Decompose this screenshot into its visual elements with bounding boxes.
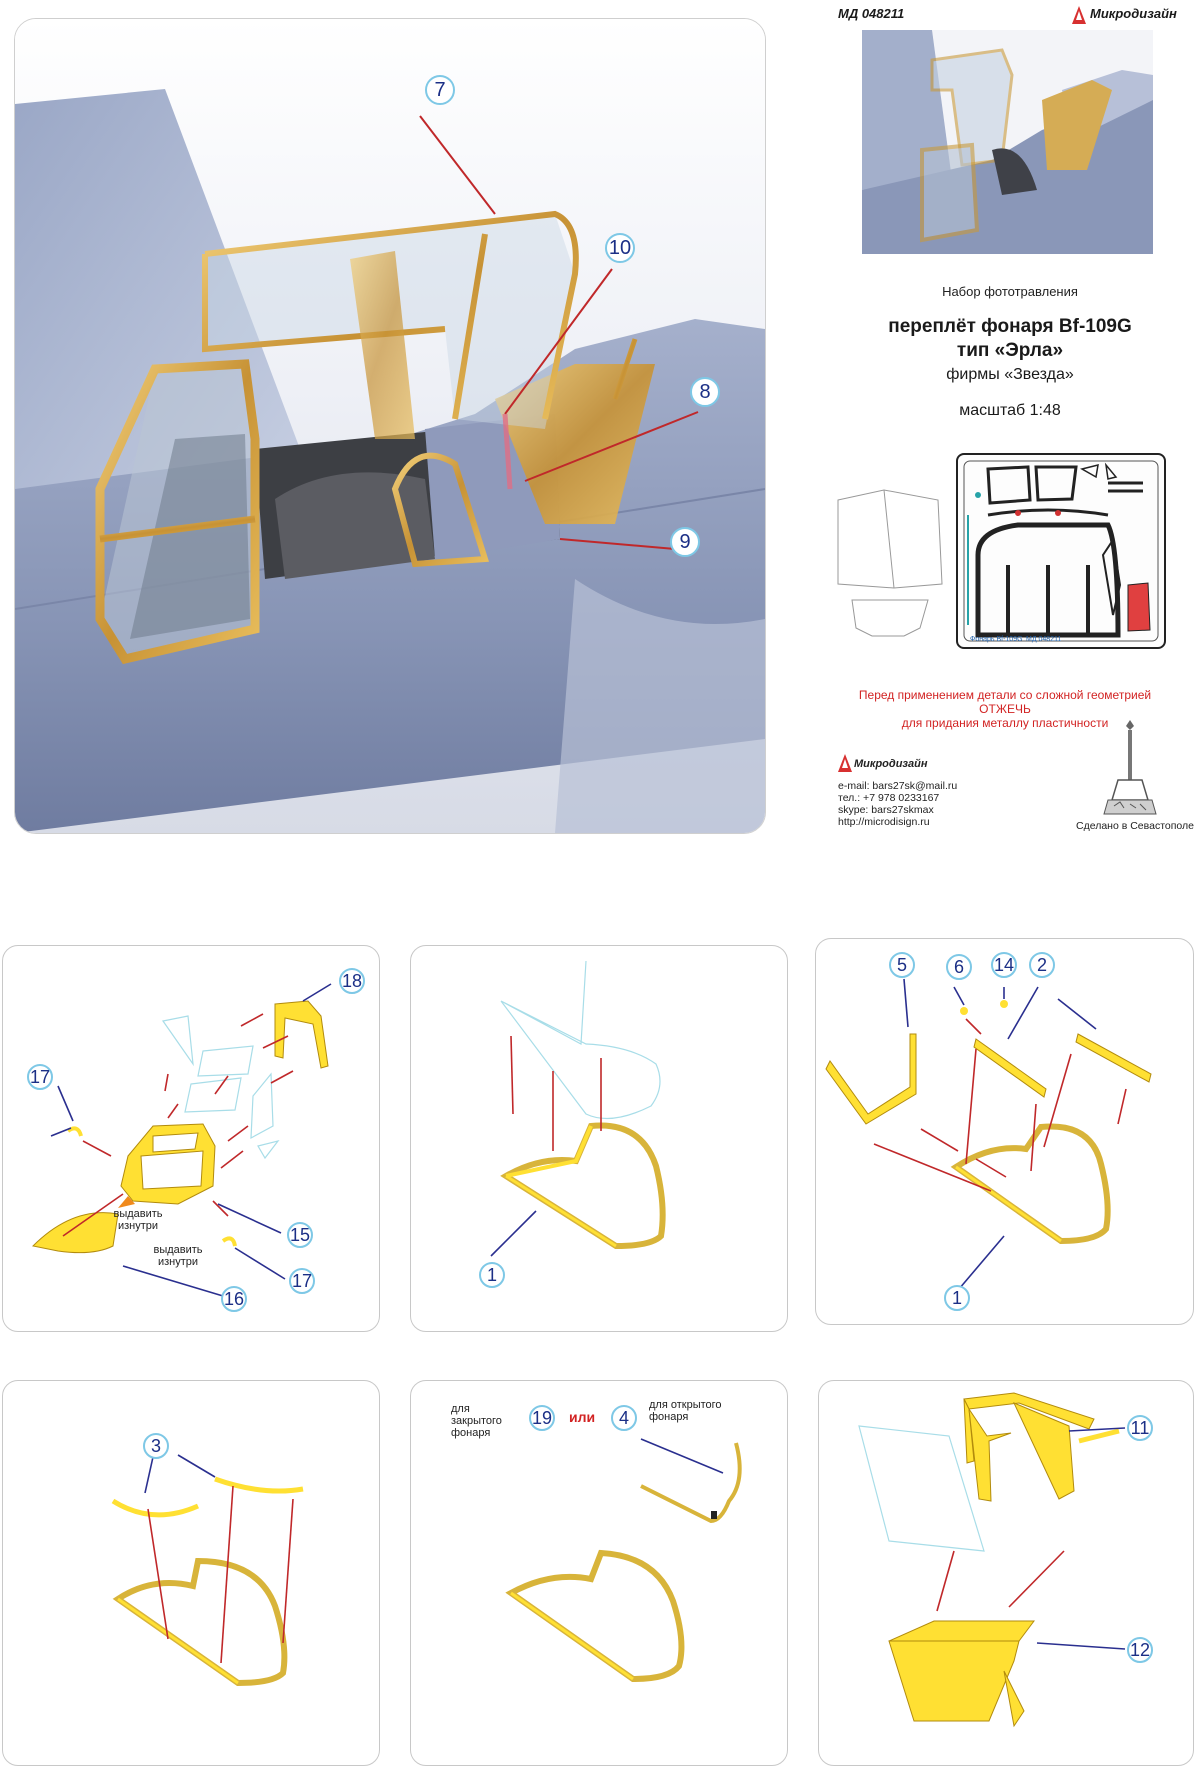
callout-9: 9 (670, 527, 700, 557)
contact-brand: Микродизайн (854, 758, 928, 770)
product-code: МД 048211 (838, 6, 905, 21)
step-panel-2 (410, 945, 788, 1332)
etch-fret (956, 453, 1166, 649)
callout-14: 14 (991, 952, 1017, 978)
callout-3: 3 (143, 1433, 169, 1459)
step-panel-5 (410, 1380, 788, 1766)
contact-email[interactable]: e-mail: bars27sk@mail.ru (838, 780, 958, 792)
step-panel-4 (2, 1380, 380, 1766)
callout-17b: 17 (289, 1268, 315, 1294)
callout-2: 2 (1029, 952, 1055, 978)
cockpit-illustration (15, 19, 765, 833)
monument-icon (1100, 718, 1160, 818)
callout-15: 15 (287, 1222, 313, 1248)
contact-site[interactable]: http://microdisign.ru (838, 816, 930, 828)
contact-phone: тел.: +7 978 0233167 (838, 792, 940, 804)
step-panel-6 (818, 1380, 1194, 1766)
brand-logo-icon (1072, 6, 1086, 24)
callout-19: 19 (529, 1405, 555, 1431)
kit-scale: масштаб 1:48 (959, 402, 1061, 419)
warning-line1: Перед применением детали со сложной геометрией (858, 688, 1152, 702)
step-panel-3 (815, 938, 1194, 1325)
callout-16: 16 (221, 1286, 247, 1312)
press-out-note-1: выдавить изнутри (113, 1208, 163, 1232)
kit-manufacturer: фирмы «Звезда» (946, 366, 1074, 383)
brand-logo-icon-small (838, 754, 852, 772)
callout-11: 11 (1127, 1415, 1153, 1441)
fret-footer-left: Фонарь Bf-109G (970, 636, 1023, 643)
fret-footer-code: МД 048211 (1026, 636, 1062, 643)
callout-4: 4 (611, 1405, 637, 1431)
callout-17a: 17 (27, 1064, 53, 1090)
kit-title-line2: тип «Эрла» (956, 340, 1064, 361)
acetate-template (834, 488, 946, 658)
callout-8: 8 (690, 377, 720, 407)
callout-12: 12 (1127, 1637, 1153, 1663)
contact-skype: skype: bars27skmax (838, 804, 934, 816)
press-out-note-2: выдавить изнутри (153, 1244, 203, 1268)
callout-6: 6 (946, 954, 972, 980)
made-in: Сделано в Севастополе (1076, 820, 1194, 832)
contact-info (838, 780, 957, 828)
kit-type: Набор фототравления (942, 284, 1078, 299)
main-photo (14, 18, 766, 834)
open-canopy-note: для открытого фонаря (649, 1399, 722, 1423)
warning-line3: для придания металлу пластичности (901, 716, 1109, 730)
closed-canopy-note: для закрытого фонаря (451, 1403, 502, 1439)
callout-10: 10 (605, 233, 635, 263)
warning-line2: ОТЖЕЧЬ (979, 702, 1031, 716)
brand-name: Микродизайн (1090, 6, 1177, 21)
or-label: или (569, 1409, 596, 1425)
callout-1-step3: 1 (944, 1285, 970, 1311)
product-photo (862, 30, 1153, 254)
callout-18: 18 (339, 968, 365, 994)
step-panel-1 (2, 945, 380, 1332)
callout-7: 7 (425, 75, 455, 105)
kit-title-line1: переплёт фонаря Bf-109G (888, 316, 1132, 337)
callout-5: 5 (889, 952, 915, 978)
callout-1: 1 (479, 1262, 505, 1288)
